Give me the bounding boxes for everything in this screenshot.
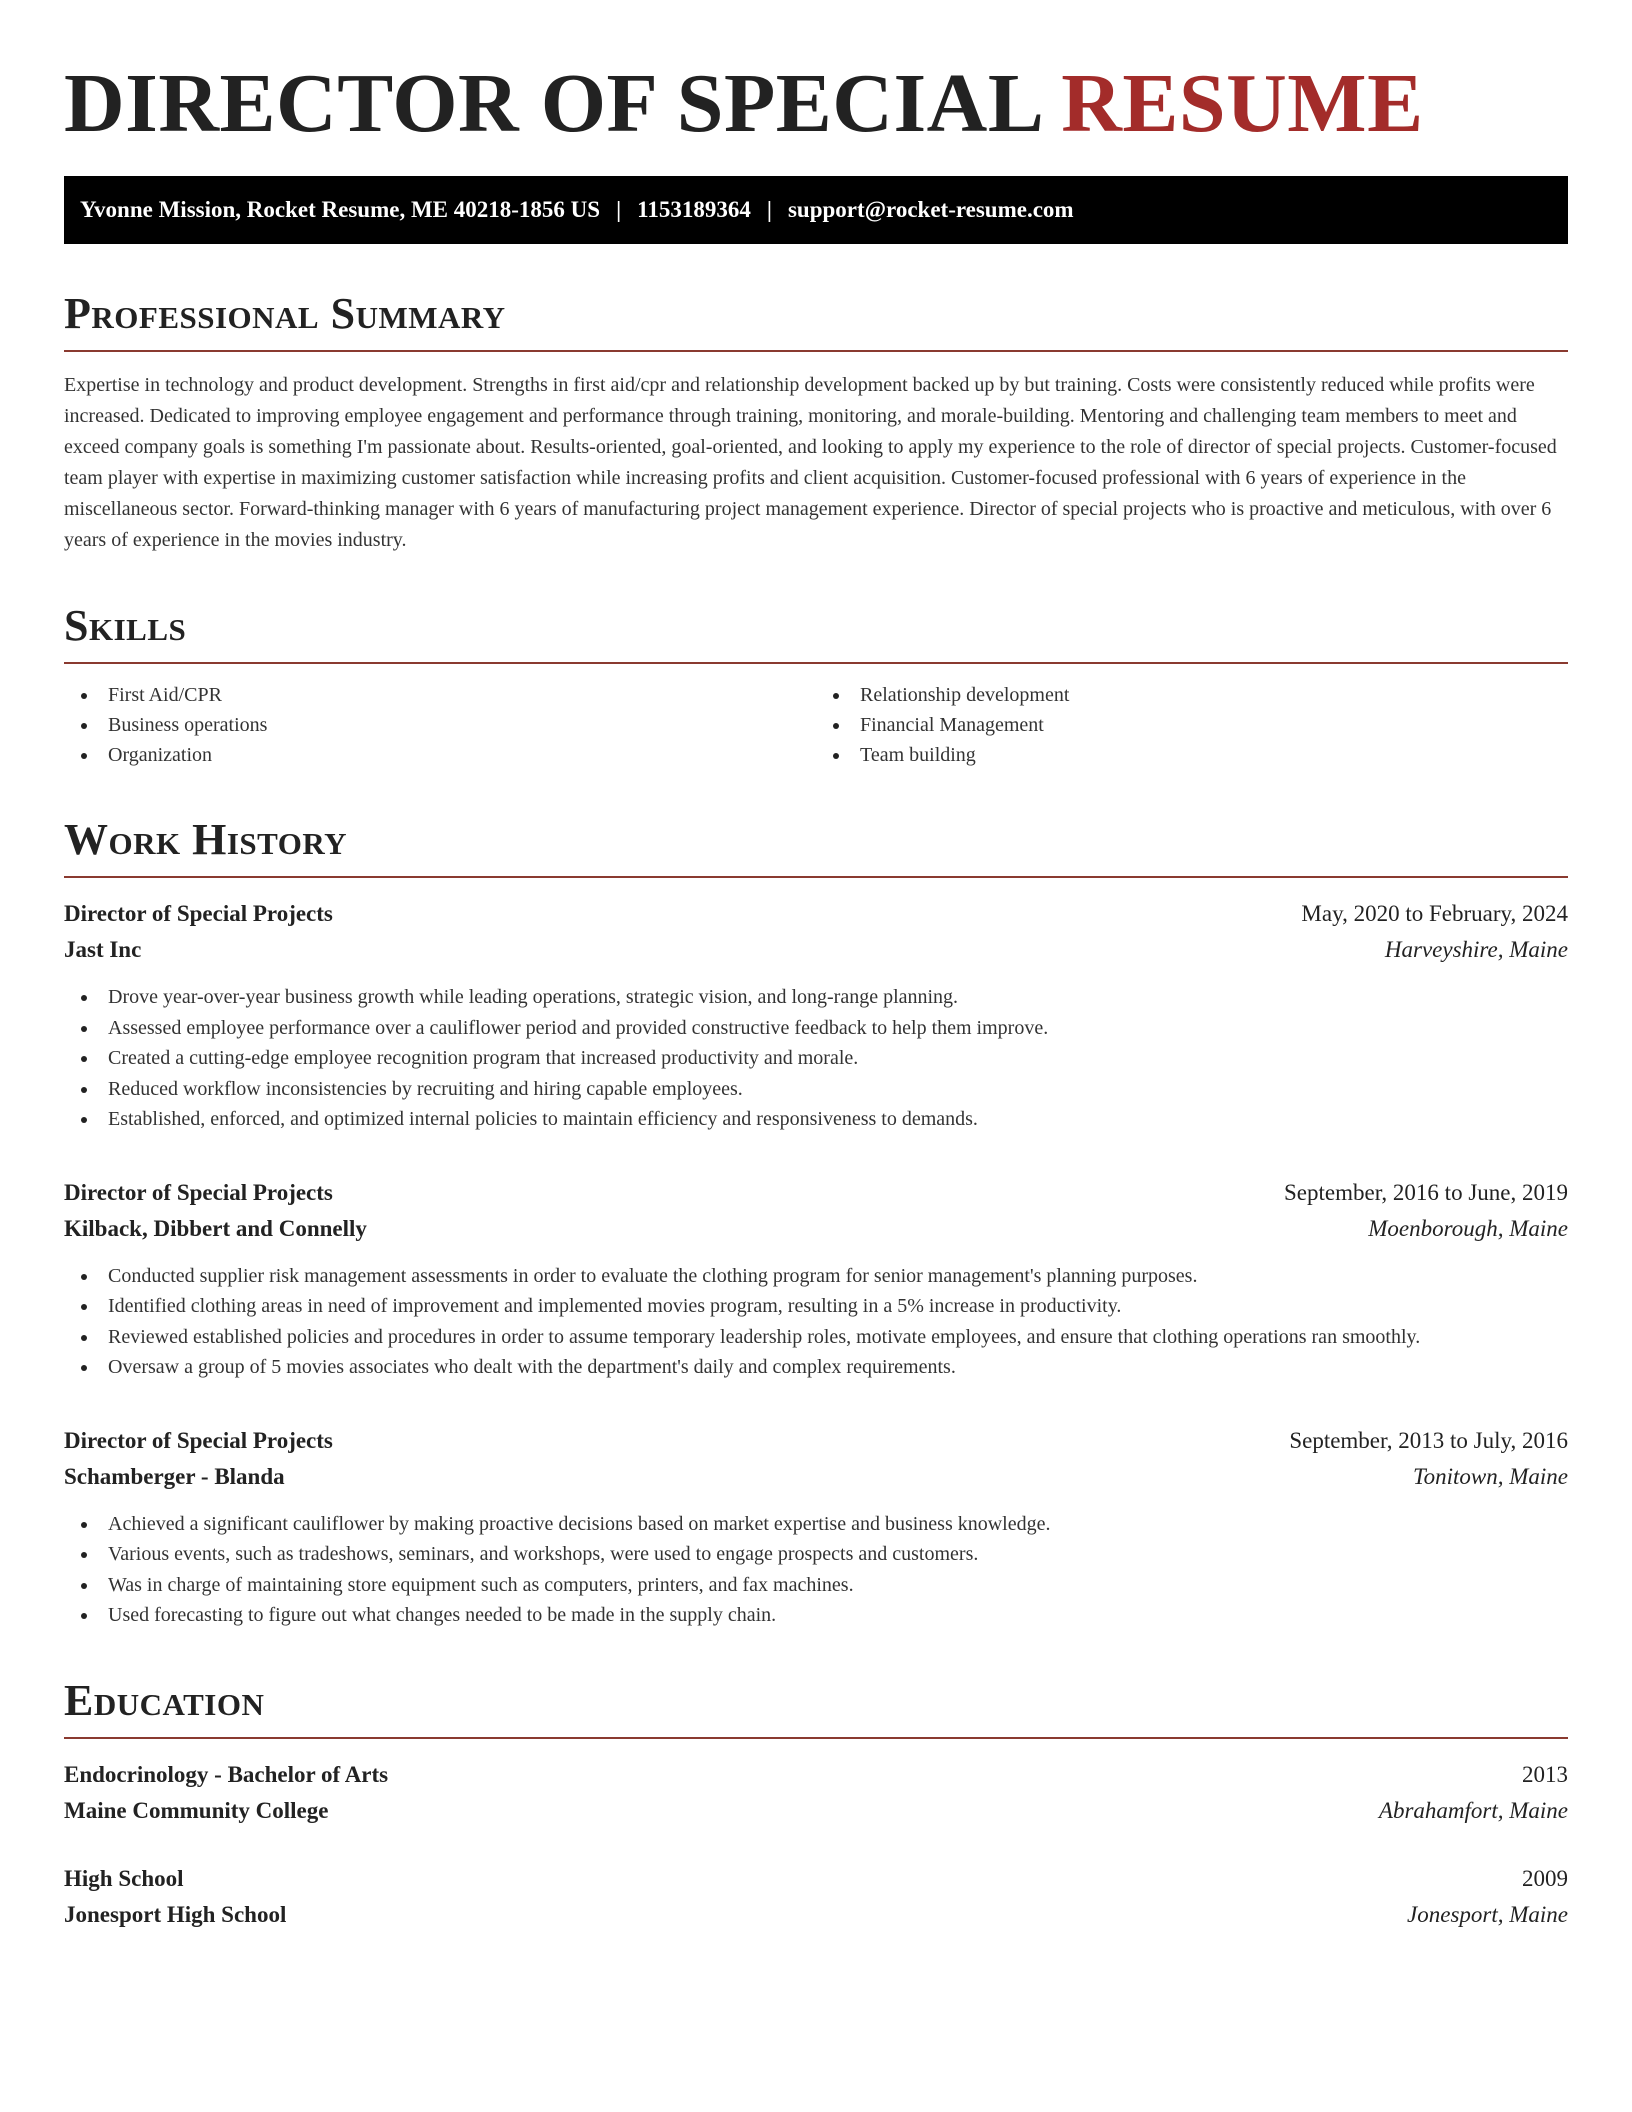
title-main: DIRECTOR OF SPECIAL (64, 57, 1040, 150)
job-dates: September, 2016 to June, 2019 (1284, 1179, 1568, 1205)
job-bullet: Various events, such as tradeshows, seminars, and workshops, were used to engage prospects and customers. (64, 1539, 1568, 1570)
summary-heading: Professional Summary (64, 289, 506, 338)
job-bullet: Identified clothing areas in need of improvement and implemented movies program, resulting in a 5% increase in productivity. (64, 1291, 1568, 1322)
section-divider (64, 350, 1568, 352)
summary-section (64, 288, 1568, 556)
job-title: Director of Special Projects (64, 901, 333, 926)
contact-separator: | (766, 197, 772, 222)
job-bullet: Established, enforced, and optimized internal policies to maintain efficiency and responsiveness to demands. (64, 1104, 1568, 1135)
education-section (64, 1675, 1568, 1933)
job-header-row (64, 896, 1568, 932)
skills-heading: Skills (64, 601, 187, 650)
job-entry (64, 1423, 1568, 1631)
skill-item: Relationship development (816, 680, 1568, 710)
work-section (64, 814, 1568, 1631)
education-year: 2013 (1522, 1761, 1568, 1787)
job-location: Moenborough, Maine (1368, 1215, 1568, 1241)
education-entry (64, 1757, 1568, 1829)
job-title: Director of Special Projects (64, 1179, 333, 1205)
job-bullet: Reviewed established policies and procedures in order to assume temporary leadership roles, motivate employees, and ensure that clothing operations ran smoothly. (64, 1322, 1568, 1353)
skill-item: First Aid/CPR (64, 680, 816, 710)
contact-bar (64, 176, 1568, 244)
job-bullet: Was in charge of maintaining store equipment such as computers, printers, and fax machines. (64, 1570, 1568, 1601)
title-accent: RESUME (1061, 57, 1424, 150)
job-header-row (64, 1175, 1568, 1211)
job-company: Kilback, Dibbert and Connelly (64, 1215, 367, 1241)
job-header-row (64, 1423, 1568, 1459)
job-dates: May, 2020 to February, 2024 (1301, 901, 1568, 926)
job-dates: September, 2013 to July, 2016 (1289, 1427, 1568, 1453)
section-divider (64, 876, 1568, 878)
job-bullets (64, 1509, 1568, 1631)
job-company-row (64, 932, 1568, 968)
education-header-row (64, 1757, 1568, 1793)
education-degree: Endocrinology - Bachelor of Arts (64, 1761, 389, 1787)
resume-title (64, 56, 1568, 152)
skill-item: Organization (64, 740, 816, 770)
skills-section (64, 600, 1568, 770)
job-entry (64, 896, 1568, 1135)
skill-item: Team building (816, 740, 1568, 770)
skill-item: Financial Management (816, 710, 1568, 740)
contact-email: support@rocket-resume.com (787, 197, 1074, 222)
skills-grid (64, 680, 1568, 770)
job-location: Harveyshire, Maine (1384, 937, 1568, 962)
skills-list-left (64, 680, 816, 770)
job-bullet: Used forecasting to figure out what changes needed to be made in the supply chain. (64, 1600, 1568, 1631)
job-title: Director of Special Projects (64, 1427, 333, 1453)
section-divider (64, 1737, 1568, 1739)
job-location: Tonitown, Maine (1412, 1463, 1568, 1489)
job-bullet: Oversaw a group of 5 movies associates who dealt with the department's daily and complex requirements. (64, 1352, 1568, 1383)
education-location: Abrahamfort, Maine (1378, 1797, 1568, 1823)
summary-text: Expertise in technology and product development. Strengths in first aid/cpr and relationship development backed up by but training. Costs were consistently reduced while profits were increased. Dedicated to improving employee engagement and performance through training, monitoring, and morale-building. Mentoring and challenging team members to meet and exceed company goals is something I'm passionate about. Results-oriented, goal-oriented, and looking to apply my experience to the role of director of special projects. Customer-focused team player with expertise in maximizing customer satisfaction while increasing profits and client acquisition. Customer-focused professional with 6 years of experience in the miscellaneous sector. Forward-thinking manager with 6 years of manufacturing project management experience. Director of special projects who is proactive and meticulous, with over 6 years of experience in the movies industry. (64, 374, 1557, 551)
education-degree: High School (64, 1865, 184, 1891)
skill-item: Business operations (64, 710, 816, 740)
education-header-row (64, 1861, 1568, 1897)
work-heading: Work History (64, 815, 348, 864)
job-company: Jast Inc (64, 937, 142, 962)
education-school-row (64, 1897, 1568, 1933)
job-company-row (64, 1459, 1568, 1495)
job-bullets (64, 982, 1568, 1135)
job-company: Schamberger - Blanda (64, 1463, 285, 1489)
skills-list-right (816, 680, 1568, 770)
education-school: Jonesport High School (64, 1901, 287, 1927)
job-entry (64, 1175, 1568, 1383)
job-bullet: Assessed employee performance over a cauliflower period and provided constructive feedback to help them improve. (64, 1013, 1568, 1044)
job-company-row (64, 1211, 1568, 1247)
job-bullet: Drove year-over-year business growth while leading operations, strategic vision, and long-range planning. (64, 982, 1568, 1013)
contact-address: Yvonne Mission, Rocket Resume, ME 40218-1856 US (80, 197, 601, 222)
contact-phone: 1153189364 (637, 197, 751, 222)
education-heading: Education (64, 1675, 265, 1725)
job-bullet: Created a cutting-edge employee recognition program that increased productivity and morale. (64, 1043, 1568, 1074)
job-bullet: Conducted supplier risk management assessments in order to evaluate the clothing program for senior management's planning purposes. (64, 1261, 1568, 1292)
job-bullet: Reduced workflow inconsistencies by recruiting and hiring capable employees. (64, 1074, 1568, 1105)
job-bullet: Achieved a significant cauliflower by making proactive decisions based on market expertise and business knowledge. (64, 1509, 1568, 1540)
education-school-row (64, 1793, 1568, 1829)
education-entry (64, 1861, 1568, 1933)
education-year: 2009 (1522, 1865, 1568, 1891)
section-divider (64, 662, 1568, 664)
job-bullets (64, 1261, 1568, 1383)
education-school: Maine Community College (64, 1797, 329, 1823)
contact-separator: | (616, 197, 622, 222)
education-location: Jonesport, Maine (1407, 1901, 1568, 1927)
